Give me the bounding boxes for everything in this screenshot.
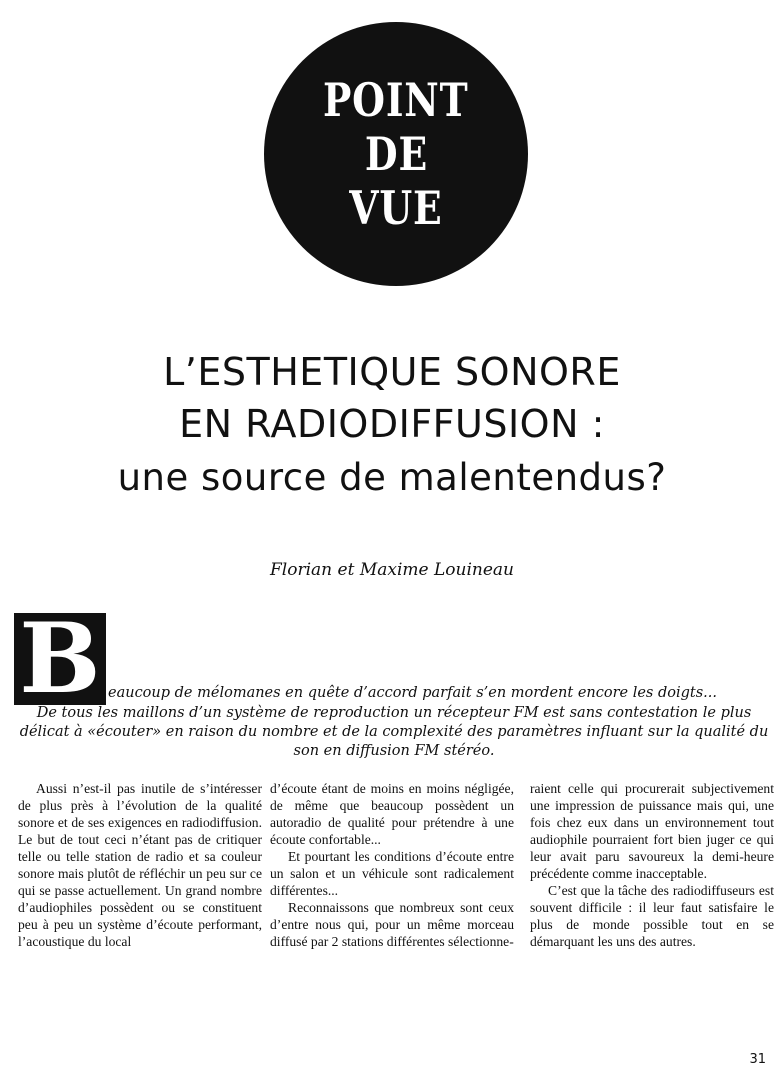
body-column-2 <box>270 780 514 950</box>
body-paragraph: d’écoute étant de moins en moins négligée, de même que beaucoup possèdent un autoradio de qualité pour prétendre à une écoute confortable... <box>270 781 514 847</box>
lead-paragraph: De tous les maillons d’un système de reproduction un récepteur FM est sans contestation le plus délicat à «écouter» en raison du nombre et de la complexité des paramètres influant sur la qualité du son en diffusion FM stéréo. <box>19 705 769 759</box>
article-subtitle: une source de malentendus? <box>117 456 667 499</box>
body-paragraph: Reconnaissons que nombreux sont ceux d’entre nous qui, pour un même morceau diffusé par 2 stations différentes sélectionne- <box>270 900 514 949</box>
author-byline: Florian et Maxime Louineau <box>270 560 514 580</box>
body-column-3 <box>530 780 774 950</box>
badge-line-1: POINT <box>323 73 469 127</box>
body-column-1 <box>18 780 262 950</box>
drop-cap: B <box>14 613 106 705</box>
article-title-line-1: L’ESTHETIQUE SONORE <box>163 350 621 394</box>
point-de-vue-badge <box>264 22 528 286</box>
body-paragraph: Aussi n’est-il pas inutile de s’intéresser de plus près à l’évolution de la qualité sonore et de ses exigences en radiodiffusion. Le but de tout ceci n’étant pas de critiquer telle ou telle station de radio et sa couleur sonore mais plutôt de réfléchir un peu sur ce qui se passe actuellement. Un grand nombre d’audiophiles possèdent ou se constituent peu à peu un système d’écoute performant, l’acoustique du local <box>18 781 262 949</box>
badge-line-2: DE <box>364 127 428 181</box>
lead-first-line: eaucoup de mélomanes en quête d’accord parfait s’en mordent encore les doigts... <box>108 685 718 701</box>
body-paragraph: C’est que la tâche des radiodiffuseurs est souvent difficile : il leur faut satisfaire le plus de monde possible tout en se démarquant les uns des autres. <box>530 883 774 949</box>
body-paragraph: Et pourtant les conditions d’écoute entre un salon et un véhicule sont radicalement différentes... <box>270 849 514 898</box>
page-number: 31 <box>749 1052 766 1067</box>
article-title-line-2: EN RADIODIFFUSION : <box>179 402 605 446</box>
badge-line-3: VUE <box>349 181 443 235</box>
body-paragraph: raient celle qui procurerait subjectivement une impression de puissance mais qui, une fois chez eux dans un environnement tout audiophile pourraient fort bien juger ce qui leur avait paru savoureux la demi-heure précédente comme inacceptable. <box>530 781 774 881</box>
